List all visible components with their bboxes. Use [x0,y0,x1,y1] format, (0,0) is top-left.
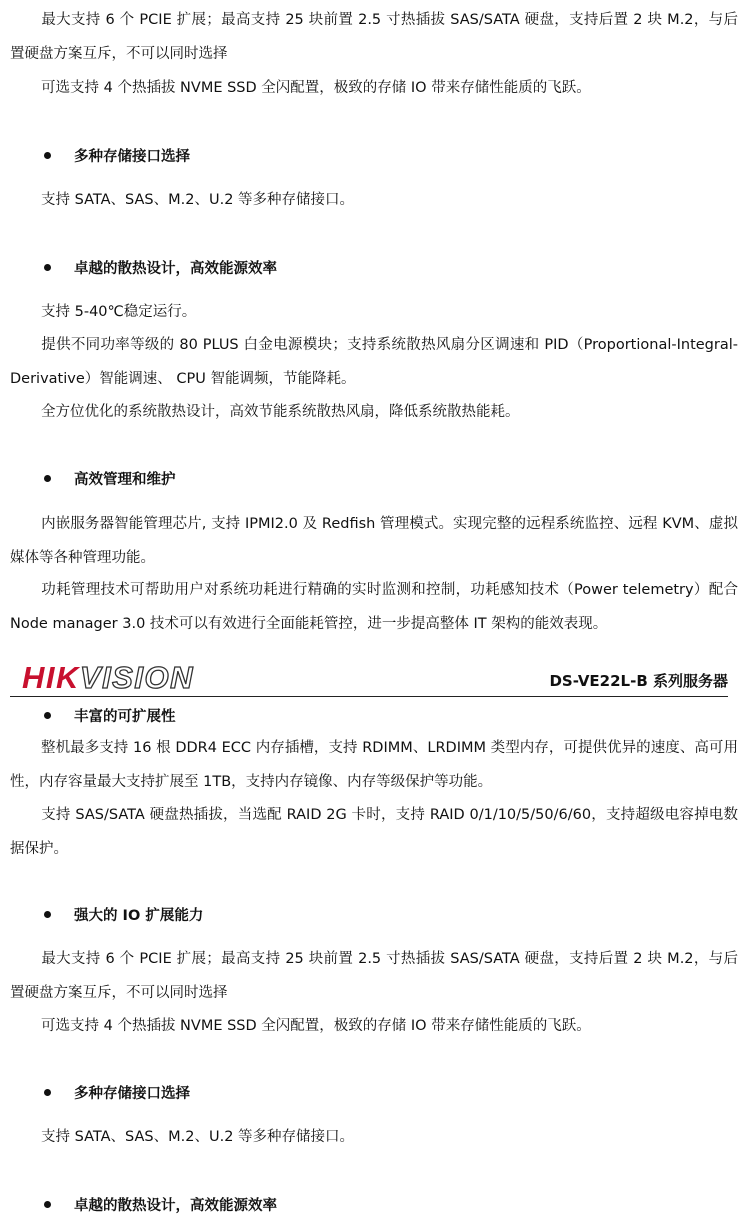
paragraph-pcie-expansion-2 [10,942,738,1010]
paragraph-text: 支持 5-40℃稳定运行。 [41,304,197,320]
bullet-icon [44,1089,51,1096]
paragraph-text: 全方位优化的系统散热设计，高效节能系统散热风扇，降低系统散热能耗。 [41,404,520,420]
paragraph-memory [10,731,738,799]
heading-storage-interfaces [44,140,190,174]
paragraph-pcie-expansion [10,3,738,71]
heading-cooling [44,252,277,286]
paragraph-text: 支持 SATA、SAS、M.2、U.2 等多种存储接口。 [41,1129,355,1145]
heading-text: 多种存储接口选择 [74,1086,190,1102]
paragraph-text: 最大支持 6 个 PCIE 扩展；最高支持 25 块前置 2.5 寸热插拔 SAS/SATA 硬盘，支持后置 2 块 M.2，与后置硬盘方案互斥，不可以同时选择 [10,12,738,62]
bullet-icon [44,1201,51,1208]
heading-expandability [44,700,176,734]
paragraph-text: 提供不同功率等级的 80 PLUS 白金电源模块；支持系统散热风扇分区调速和 PID（Proportional-Integral-Derivative）智能调速、 CPU 智能调频，节能降耗。 [10,337,738,387]
paragraph-storage-interfaces [10,183,738,217]
paragraph-power-modules [10,328,738,396]
paragraph-nvme [10,71,738,105]
paragraph-text: 整机最多支持 16 根 DDR4 ECC 内存插槽，支持 RDIMM、LRDIMM 类型内存，可提供优异的速度、高可用性，内存容量最大支持扩展至 1TB，支持内存镜像、内存等级保护等功能。 [10,740,738,790]
heading-storage-interfaces-2 [44,1077,190,1111]
paragraph-power-management [10,573,738,641]
heading-text: 卓越的散热设计，高效能源效率 [74,261,277,277]
paragraph-text: 可选支持 4 个热插拔 NVME SSD 全闪配置，极致的存储 IO 带来存储性能质的飞跃。 [41,1018,591,1034]
heading-cooling-2 [44,1189,277,1223]
paragraph-fan-design [10,395,738,429]
heading-io-expansion [44,899,203,933]
paragraph-text: 支持 SATA、SAS、M.2、U.2 等多种存储接口。 [41,192,355,208]
hikvision-logo [22,660,194,696]
paragraph-temperature [10,295,738,329]
paragraph-bmc [10,507,738,575]
paragraph-text: 最大支持 6 个 PCIE 扩展；最高支持 25 块前置 2.5 寸热插拔 SAS/SATA 硬盘，支持后置 2 块 M.2，与后置硬盘方案互斥，不可以同时选择 [10,951,738,1001]
heading-text: 高效管理和维护 [74,472,176,488]
heading-text: 强大的 IO 扩展能力 [74,908,204,924]
paragraph-storage-interfaces-2 [10,1120,738,1154]
heading-management [44,463,176,497]
logo-vision: VISION [79,660,194,695]
page-header [10,660,728,697]
bullet-icon [44,712,51,719]
heading-text: 多种存储接口选择 [74,149,190,165]
bullet-icon [44,475,51,482]
bullet-icon [44,152,51,159]
heading-text: 丰富的可扩展性 [74,709,176,725]
bullet-icon [44,264,51,271]
heading-text: 卓越的散热设计，高效能源效率 [74,1198,277,1214]
paragraph-raid [10,798,738,866]
paragraph-nvme-2 [10,1009,738,1043]
logo-hik: HIK [22,660,80,695]
paragraph-text: 可选支持 4 个热插拔 NVME SSD 全闪配置，极致的存储 IO 带来存储性能质的飞跃。 [41,80,591,96]
bullet-icon [44,911,51,918]
paragraph-text: 功耗管理技术可帮助用户对系统功耗进行精确的实时监测和控制，功耗感知技术（Power telemetry）配合 Node manager 3.0 技术可以有效进行全面能耗管控，进一步提高整体 IT 架构的能效表现。 [10,582,738,632]
paragraph-text: 内嵌服务器智能管理芯片, 支持 IPMI2.0 及 Redfish 管理模式。实现完整的远程系统监控、远程 KVM、虚拟媒体等各种管理功能。 [10,516,738,566]
series-title: DS-VE22L-B 系列服务器 [549,672,728,690]
paragraph-text: 支持 SAS/SATA 硬盘热插拔，当选配 RAID 2G 卡时，支持 RAID 0/1/10/5/50/6/60，支持超级电容掉电数据保护。 [10,807,738,857]
